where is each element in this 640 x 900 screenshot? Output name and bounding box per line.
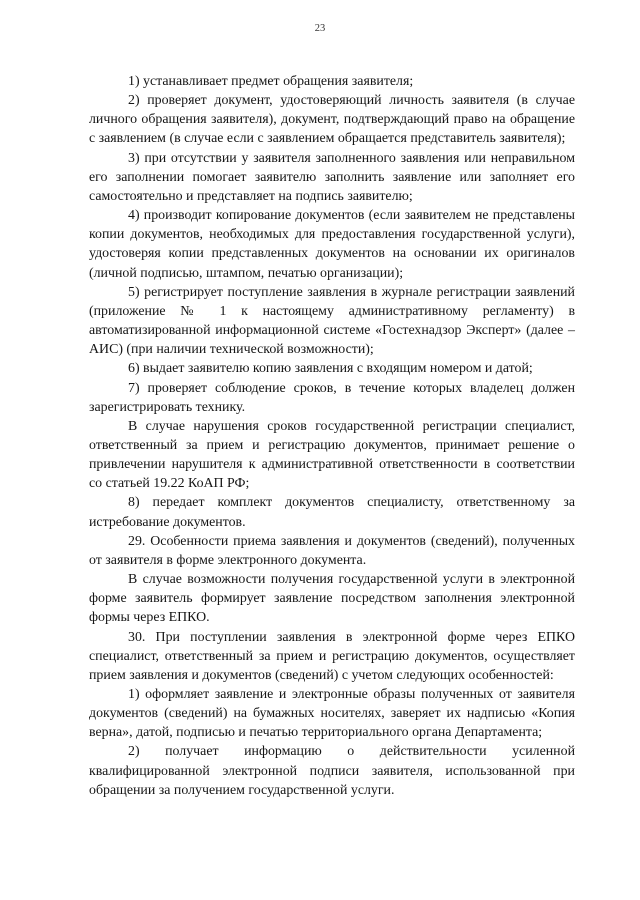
page-number: 23 [314,23,326,34]
document-body [89,72,575,800]
paragraph-item-6: 6) выдает заявителю копию заявления с входящим номером и датой; [128,361,533,377]
paragraph-item-4: 4) производит копирование документов (если заявителем не представлены копии документов, необходимых для предоставления государственной услуги), удостоверяя копии представленных документов на основании их оригиналов (личной подписью, штампом, печатью организации); [89,208,575,281]
paragraph-section-30: 30. При поступлении заявления в электронной форме через ЕПКО специалист, ответственный за прием и регистрацию документов, осуществляет прием заявления и документов (сведений) с учетом следующих особенностей: [89,629,575,683]
paragraph-item-7: 7) проверяет соблюдение сроков, в течение которых владелец должен зарегистрировать технику. [89,380,575,415]
paragraph-item-2: 2) проверяет документ, удостоверяющий личность заявителя (в случае личного обращения заявителя), документ, подтверждающий право на обращение с заявлением (в случае если с заявлением обращается представитель заявителя); [89,93,575,147]
paragraph-section-29: 29. Особенности приема заявления и документов (сведений), полученных от заявителя в форме электронного документа. [89,533,575,568]
paragraph-electronic-form: В случае возможности получения государственной услуги в электронной форме заявитель формирует заявление посредством заполнения электронной формы через ЕПКО. [89,572,575,626]
paragraph-item-1: 1) устанавливает предмет обращения заявителя; [128,74,414,89]
paragraph-sub-item-2: 2) получает информацию о действительности усиленной квалифицированной электронной подписи заявителя, использованной при обращении за получением государственной услуги. [89,744,575,798]
paragraph-item-8: 8) передает комплект документов специалисту, ответственному за истребование документов. [89,495,575,530]
paragraph-item-5: 5) регистрирует поступление заявления в журнале регистрации заявлений (приложение № 1 к настоящему административному регламенту) в автоматизированной информационной системе «Гостехнадзор Эксперт» (далее – АИС) (при наличии технической возможности); [89,284,575,358]
paragraph-item-3: 3) при отсутствии у заявителя заполненного заявления или неправильном его заполнении помогает заявителю заполнить заявление или заполняет его самостоятельно и представляет на подпись заявителю; [89,150,575,204]
paragraph-deadline-violation: В случае нарушения сроков государственной регистрации специалист, ответственный за прием и регистрацию документов, принимает решение о привлечении нарушителя к административной ответственности в соответствии со статьей 19.22 КоАП РФ; [89,418,575,492]
paragraph-sub-item-1: 1) оформляет заявление и электронные образы полученных от заявителя документов (сведений) на бумажных носителях, заверяет их надписью «Копия верна», датой, подписью и печатью территориального органа Департамента; [89,687,575,741]
